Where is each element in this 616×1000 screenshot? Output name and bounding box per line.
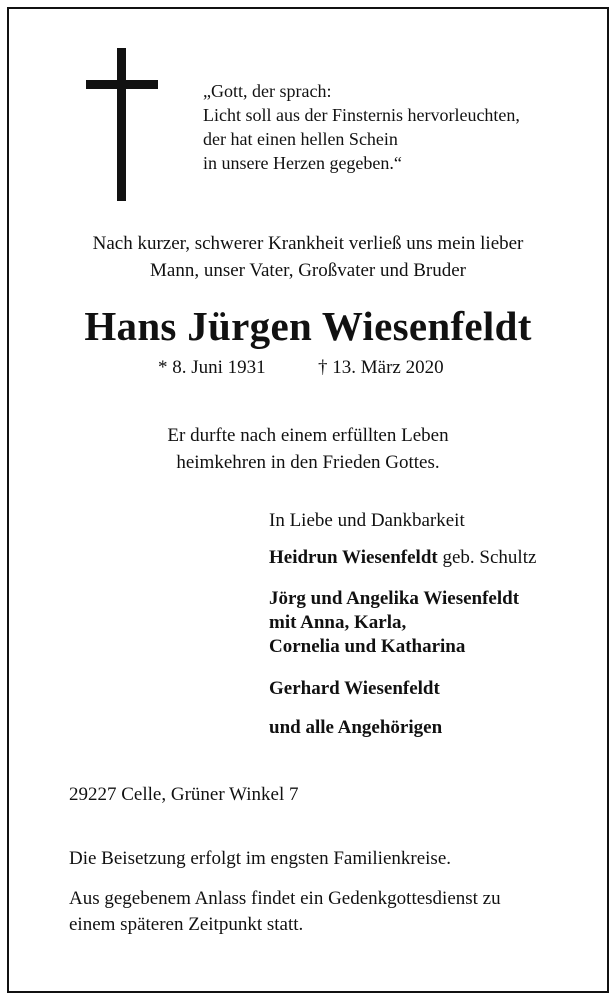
wife-name: Heidrun Wiesenfeldt (269, 547, 438, 568)
intro-line: Nach kurzer, schwerer Krankheit verließ uns mein lieber (92, 233, 524, 254)
quote-line: in unsere Herzen gegeben.“ (203, 153, 402, 173)
son-line: Jörg und Angelika Wiesenfeldt (269, 588, 520, 609)
life-text (0, 422, 616, 476)
family-brother: Gerhard Wiesenfeldt (269, 678, 440, 699)
quote-line: „Gott, der sprach: (203, 81, 332, 101)
son-line: Cornelia und Katharina (269, 636, 466, 657)
memorial-line: Aus gegebenem Anlass findet ein Gedenkgottesdienst zu (69, 888, 501, 909)
intro-line: Mann, unser Vater, Großvater und Bruder (150, 260, 466, 281)
life-line: Er durfte nach einem erfüllten Leben (167, 425, 449, 446)
family-relatives: und alle Angehörigen (269, 717, 443, 738)
burial-note: Die Beisetzung erfolgt im engsten Familienkreise. (69, 848, 452, 869)
intro-text (0, 230, 616, 284)
son-line: mit Anna, Karla, (269, 612, 407, 633)
deceased-name: Hans Jürgen Wiesenfeldt (84, 303, 532, 349)
address: 29227 Celle, Grüner Winkel 7 (69, 784, 299, 805)
memorial-note (69, 886, 569, 938)
birth-date: * 8. Juni 1931 (158, 357, 266, 378)
wife-maiden-name: geb. Schultz (437, 547, 537, 568)
family-wife (269, 546, 536, 570)
family-greeting: In Liebe und Dankbarkeit (269, 510, 465, 531)
death-date: † 13. März 2020 (318, 357, 444, 378)
quote-line: der hat einen hellen Schein (203, 129, 398, 149)
life-line: heimkehren in den Frieden Gottes. (176, 452, 440, 473)
family-son (269, 587, 519, 659)
bible-quote (203, 79, 520, 175)
quote-line: Licht soll aus der Finsternis hervorleuchten, (203, 105, 520, 125)
memorial-line: einem späteren Zeitpunkt statt. (69, 914, 304, 935)
